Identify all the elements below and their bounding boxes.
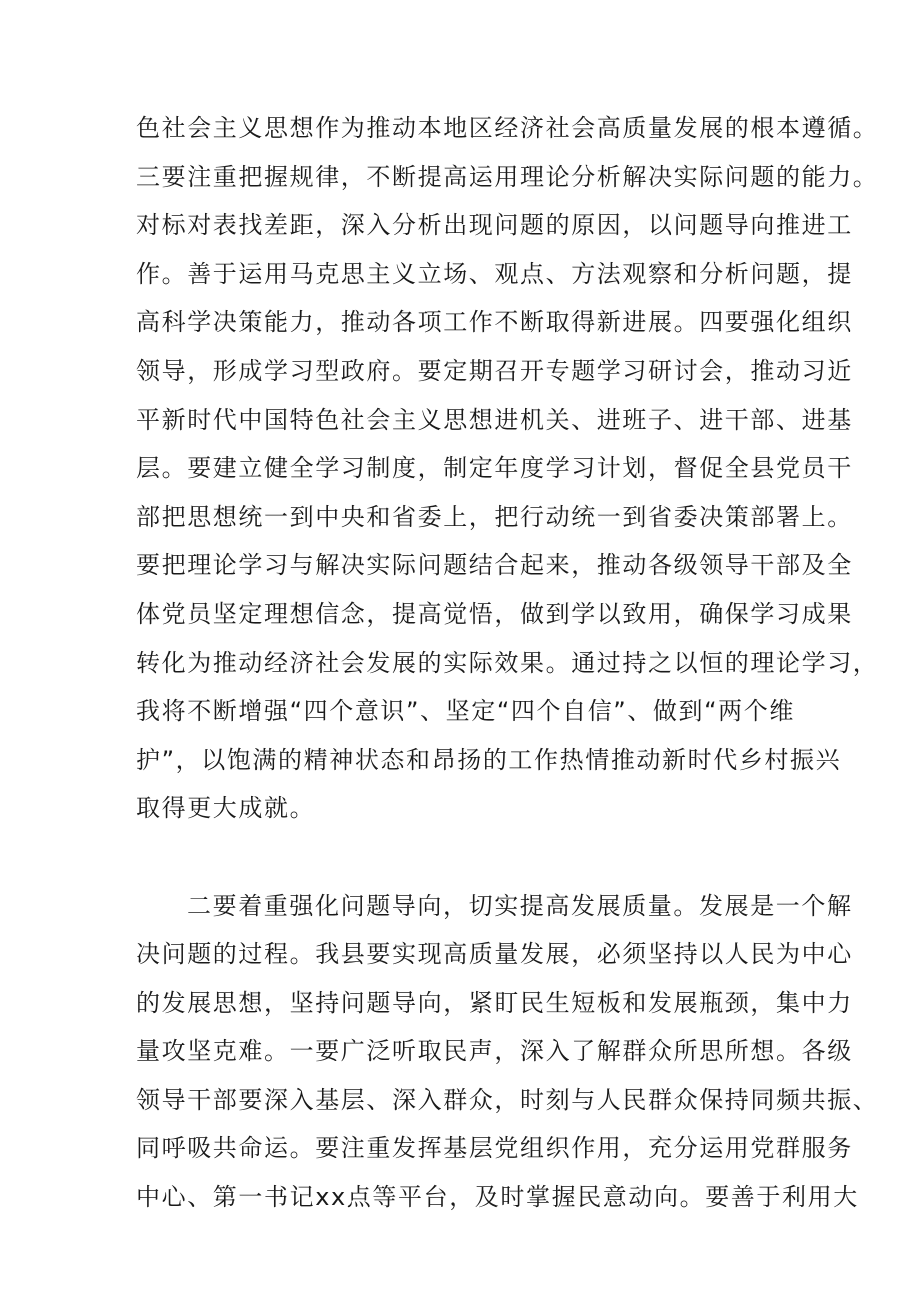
text-line: 护”，以饱满的精神状态和昂扬的工作热情推动新时代乡村振兴 [136, 745, 842, 774]
text-line: 体党员坚定理想信念，提高觉悟，做到学以致用，确保学习成果 [136, 599, 853, 628]
text-line: 作。善于运用马克思主义立场、观点、方法观察和分析问题，提 [136, 259, 853, 288]
text-line: 我将不断增强“四个意识”、坚定“四个自信”、做到“两个维 [136, 697, 795, 726]
text-line: 色社会主义思想作为推动本地区经济社会高质量发展的根本遵循。 [136, 114, 879, 142]
text-line: 决问题的过程。我县要实现高质量发展，必须坚持以人民为中心 [136, 940, 853, 969]
text-line: 取得更大成就。 [136, 794, 316, 823]
text-line: 领导，形成学习型政府。要定期召开专题学习研讨会，推动习近 [136, 356, 853, 385]
paragraph [136, 104, 879, 833]
paragraph [136, 882, 879, 1222]
text-line: 二要着重强化问题导向，切实提高发展质量。发展是一个解 [187, 891, 853, 920]
paragraph-spacer [136, 833, 796, 882]
text-line: 领导干部要深入基层、深入群众，时刻与人民群众保持同频共振、 [136, 1085, 879, 1114]
text-line: 高科学决策能力，推动各项工作不断取得新进展。四要强化组织 [136, 308, 853, 337]
text-line: 转化为推动经济社会发展的实际效果。通过持之以恒的理论学习， [136, 648, 879, 677]
text-line: 三要注重把握规律，不断提高运用理论分析解决实际问题的能力。 [136, 162, 879, 191]
text-line: 要把理论学习与解决实际问题结合起来，推动各级领导干部及全 [136, 551, 853, 580]
text-line: 量攻坚克难。一要广泛听取民声，深入了解群众所思所想。各级 [136, 1037, 853, 1066]
text-line: 平新时代中国特色社会主义思想进机关、进班子、进干部、进基 [136, 405, 853, 434]
text-line: 层。要建立健全学习制度，制定年度学习计划，督促全县党员干 [136, 454, 853, 483]
text-line: 对标对表找差距，深入分析出现问题的原因，以问题导向推进工 [136, 211, 853, 240]
text-line: 的发展思想，坚持问题导向，紧盯民生短板和发展瓶颈，集中力 [136, 988, 853, 1017]
text-line: 同呼吸共命运。要注重发挥基层党组织作用，充分运用党群服务 [136, 1134, 853, 1163]
text-line: 部把思想统一到中央和省委上，把行动统一到省委决策部署上。 [136, 502, 853, 531]
text-line: 中心、第一书记xx点等平台，及时掌握民意动向。要善于利用大 [136, 1183, 859, 1212]
document-body [136, 104, 879, 1222]
